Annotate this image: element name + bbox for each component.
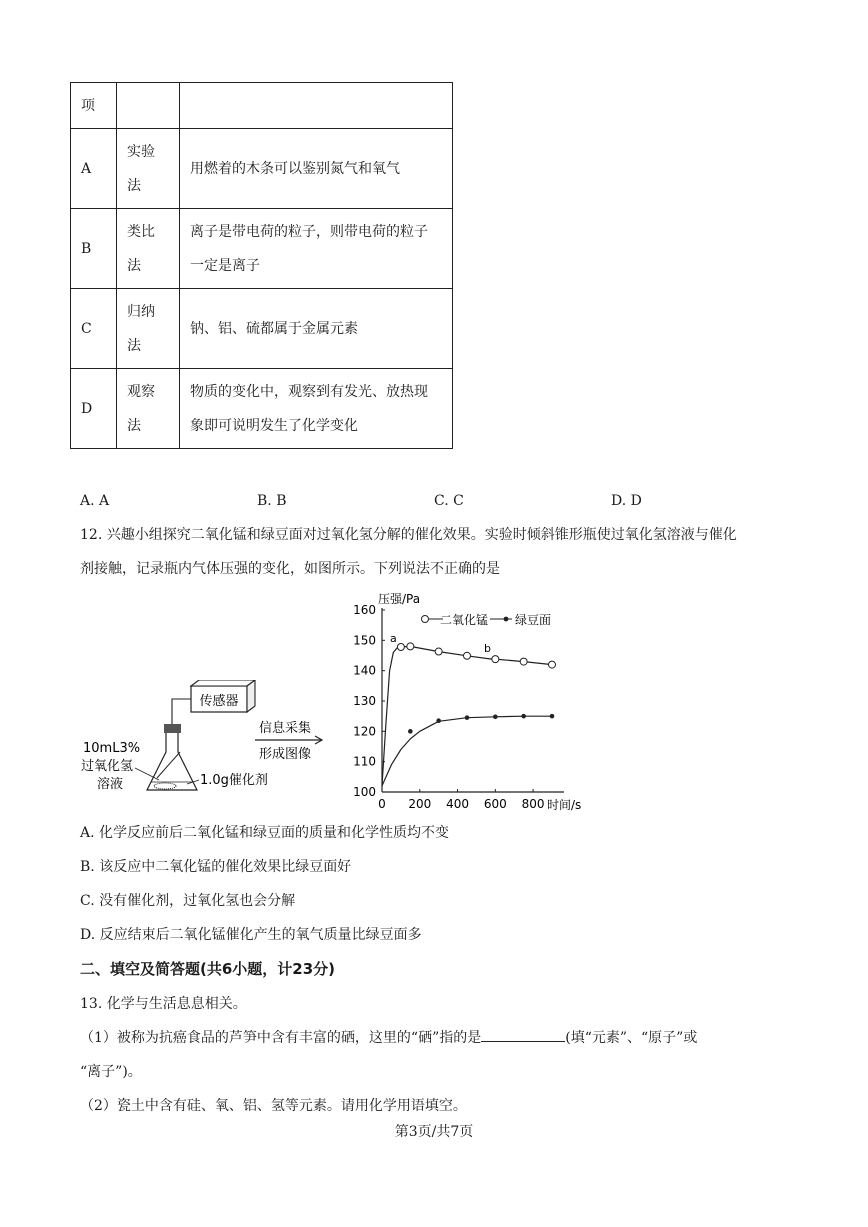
data-point <box>549 661 556 668</box>
q13-part1-cont: “离子”)。 <box>80 1064 142 1080</box>
table-cell <box>180 369 453 449</box>
answer-blank[interactable] <box>481 1027 565 1042</box>
methods-table <box>70 82 453 449</box>
table-row <box>71 209 453 289</box>
y-tick-label: 140 <box>353 663 376 678</box>
y-axis-label: 压强/Pa <box>378 592 421 606</box>
sensor-box-side <box>247 680 255 712</box>
series-line-1 <box>382 716 552 786</box>
data-point <box>493 714 498 719</box>
data-point <box>520 658 527 665</box>
method-line: 类比 <box>127 223 155 240</box>
x-tick-label: 400 <box>446 797 470 811</box>
legend-label-mung: 绿豆面 <box>515 613 552 627</box>
data-point <box>397 644 404 651</box>
apparatus-diagram <box>75 680 335 800</box>
q13-part1-text-b: (填“元素”、“原子”或 <box>565 1030 698 1046</box>
y-tick-label: 120 <box>353 724 376 739</box>
y-tick-label: 100 <box>353 785 376 799</box>
solution-label-2: 过氧化氢 <box>81 759 134 774</box>
method-line: 观察 <box>127 383 155 400</box>
q13-part2: （2）瓷土中含有硅、氧、铝、氢等元素。请用化学用语填空。 <box>80 1098 467 1114</box>
content-line: 离子是带电荷的粒子，则带电荷的粒子 <box>190 223 428 240</box>
data-point <box>465 715 470 720</box>
table-cell: D <box>71 369 117 449</box>
data-point <box>464 652 471 659</box>
table-cell: A <box>71 129 117 209</box>
method-line: 法 <box>127 337 141 354</box>
y-tick-label: 160 <box>353 603 376 617</box>
q12-stem-line: 剂接触，记录瓶内气体压强的变化，如图所示。下列说法不正确的是 <box>80 561 500 577</box>
table-row <box>71 369 453 449</box>
x-tick-label: 600 <box>483 797 507 811</box>
arrow-top-label: 信息采集 <box>259 721 312 736</box>
choice-a[interactable]: A. A <box>80 493 110 509</box>
method-line: 归纳 <box>127 303 155 320</box>
table-cell <box>117 129 180 209</box>
x-tick-label: 800 <box>521 797 545 811</box>
table-cell <box>180 209 453 289</box>
y-tick-label: 110 <box>353 754 376 769</box>
table-row <box>71 129 453 209</box>
q12-option-c[interactable]: C. 没有催化剂，过氧化氢也会分解 <box>80 893 296 909</box>
chart-legend <box>422 613 552 627</box>
data-point <box>492 656 499 663</box>
table-cell <box>117 83 180 129</box>
data-point <box>550 714 555 719</box>
content-line: 一定是离子 <box>190 257 260 274</box>
method-line: 实验 <box>127 143 155 160</box>
method-line: 法 <box>127 257 141 274</box>
method-line: 法 <box>127 417 141 434</box>
sensor-wire <box>172 699 191 724</box>
content-line: 物质的变化中，观察到有发光、放热现 <box>190 383 428 400</box>
pressure-chart <box>340 588 600 818</box>
legend-marker-mung <box>504 617 509 622</box>
data-point <box>407 643 414 650</box>
x-tick-label: 0 <box>378 797 386 811</box>
table-cell: 项 <box>71 83 117 129</box>
arrow-bottom-label: 形成图像 <box>259 747 312 762</box>
legend-marker-mno2 <box>422 616 429 623</box>
method-line: 法 <box>127 177 141 194</box>
data-point <box>521 714 526 719</box>
point-label-b: b <box>484 642 491 655</box>
chart-series <box>382 643 556 786</box>
solution-label-3: 溶液 <box>97 777 124 792</box>
data-point <box>435 648 442 655</box>
q12-stem <box>80 518 792 586</box>
table-cell <box>117 289 180 369</box>
y-tick-label: 130 <box>353 694 376 708</box>
data-point <box>408 729 413 734</box>
table-cell <box>180 83 453 129</box>
y-tick-label: 150 <box>353 633 376 648</box>
choice-b[interactable]: B. B <box>257 493 287 509</box>
content-line: 象即可说明发生了化学变化 <box>190 417 358 434</box>
point-label-a: a <box>390 632 397 645</box>
q13-part1-text: （1）被称为抗癌食品的芦笋中含有丰富的硒，这里的“硒”指的是 <box>80 1030 482 1046</box>
table-cell: B <box>71 209 117 289</box>
choice-d[interactable]: D. D <box>611 493 642 509</box>
page-footer: 第3页/共7页 <box>394 1124 474 1140</box>
q11-choices <box>80 493 800 513</box>
solution-label-1: 10mL3% <box>83 741 141 756</box>
content-line: 钠、铝、硫都属于金属元素 <box>190 320 358 337</box>
q12-stem-line: 12. 兴趣小组探究二氧化锰和绿豆面对过氧化氢分解的催化效果。实验时倾斜锥形瓶使过氧化氢溶液与催化 <box>80 527 737 543</box>
x-tick-label: 200 <box>408 797 432 811</box>
choice-c[interactable]: C. C <box>434 493 464 509</box>
stopper <box>164 724 181 733</box>
table-cell <box>117 209 180 289</box>
content-line: 用燃着的木条可以鉴别氮气和氧气 <box>190 160 400 177</box>
q13-part1 <box>80 1027 792 1047</box>
q12-option-d[interactable]: D. 反应结束后二氧化锰催化产生的氧气质量比绿豆面多 <box>80 927 422 943</box>
table-cell: C <box>71 289 117 369</box>
catalyst-label: 1.0g催化剂 <box>200 773 268 788</box>
q12-option-a[interactable]: A. 化学反应前后二氧化锰和绿豆面的质量和化学性质均不变 <box>80 825 450 841</box>
x-axis-label: 时间/s <box>547 798 582 812</box>
section-title: 二、填空及简答题(共6小题，计23分) <box>80 960 336 978</box>
table-cell <box>180 129 453 209</box>
table-row <box>71 289 453 369</box>
sensor-box-top <box>191 680 255 686</box>
q12-option-b[interactable]: B. 该反应中二氧化锰的催化效果比绿豆面好 <box>80 859 352 875</box>
legend-label-mno2: 二氧化锰 <box>440 613 489 627</box>
q13-stem: 13. 化学与生活息息相关。 <box>80 996 247 1012</box>
table-row <box>71 83 453 129</box>
data-point <box>436 718 441 723</box>
sensor-label: 传感器 <box>199 694 239 709</box>
table-cell <box>180 289 453 369</box>
table-cell <box>117 369 180 449</box>
